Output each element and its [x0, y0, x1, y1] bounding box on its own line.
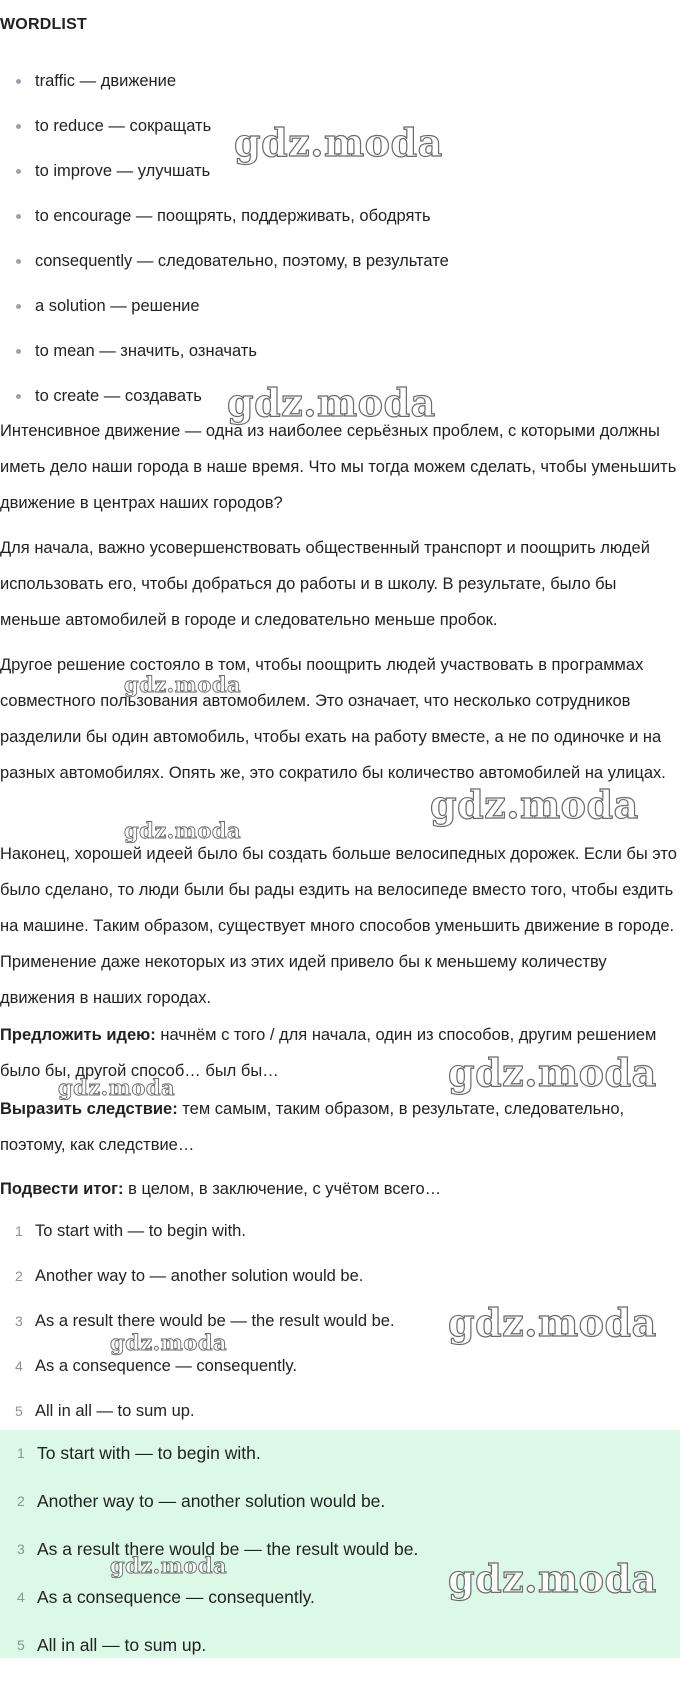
- wordlist-entry: to create — создавать: [35, 387, 202, 405]
- paragraph-car-sharing: Другое решение состояло в том, чтобы поощрить людей участвовать в программах совместного пользования автомобилем. Это означает, что несколько сотрудников разделили бы один автомобиль, чтобы ехать на работу вместе, а не по одиночке и на разных автомобилях. Опять же, это сократило бы количество автомобилей на улицах.: [0, 656, 666, 782]
- watermark-logo: gdz.moda: [448, 1300, 657, 1345]
- paragraph-intro: Интенсивное движение — одна из наиболее серьёзных проблем, с которыми должны иметь дело наши города в наше время. Что мы тогда можем сделать, чтобы уменьшить движение в центрах наших городов?: [0, 422, 677, 512]
- item-number: 3: [15, 1313, 23, 1329]
- item-text: As a result there would be — the result would be.: [37, 1539, 419, 1559]
- list-item: [0, 1303, 680, 1348]
- item-text: All in all — to sum up.: [37, 1635, 207, 1655]
- bullet-icon: [16, 304, 21, 309]
- item-text: As a consequence — consequently.: [37, 1587, 315, 1607]
- list-item: [0, 1486, 680, 1534]
- paragraph-cycle-lanes: Наконец, хорошей идеей было бы создать больше велосипедных дорожек. Если бы это было сделано, то люди были бы рады ездить на велосипеде вместо того, чтобы ездить на машине. Таким образом, существует много способов уменьшить движение в городе. Применение даже некоторых из этих идей привело бы к меньшему количеству движения в наших городах.: [0, 845, 677, 1007]
- item-text: Another way to — another solution would be.: [37, 1491, 386, 1511]
- phrase-consequence-text: тем самым, таким образом, в результате, следовательно, поэтому, как следствие…: [0, 1100, 625, 1154]
- item-text: As a result there would be — the result would be.: [35, 1312, 395, 1330]
- bullet-icon: [16, 79, 21, 84]
- list-item: [0, 332, 680, 377]
- bullet-icon: [16, 124, 21, 129]
- wordlist-entry: to encourage — поощрять, поддерживать, ободрять: [35, 207, 431, 225]
- item-number: 5: [15, 1403, 23, 1419]
- item-number: 2: [15, 1268, 23, 1284]
- bullet-icon: [16, 214, 21, 219]
- list-item: [0, 1534, 680, 1582]
- item-number: 3: [17, 1541, 25, 1557]
- wordlist-entry: to mean — значить, означать: [35, 342, 257, 360]
- bullet-icon: [16, 169, 21, 174]
- watermark-logo: gdz.moda: [448, 1556, 657, 1601]
- watermark-logo: gdz.moda: [448, 1050, 657, 1095]
- phrase-idea-text: начнём с того / для начала, один из способов, другим решением было бы, другой способ… был бы…: [0, 1026, 657, 1080]
- numbered-list: [0, 1213, 680, 1438]
- list-item: [0, 107, 680, 152]
- item-number: 4: [15, 1358, 23, 1374]
- wordlist-entry: to improve — улучшать: [35, 162, 211, 180]
- phrase-consequence-label: Выразить следствие:: [0, 1100, 178, 1118]
- wordlist-entry: to reduce — сокращать: [35, 117, 212, 135]
- watermark-logo: gdz.moda: [234, 120, 443, 165]
- phrase-idea-label: Предложить идею:: [0, 1026, 156, 1044]
- list-item: [0, 152, 680, 197]
- phrase-idea: [0, 1017, 678, 1089]
- item-text: To start with — to begin with.: [35, 1222, 246, 1240]
- bullet-icon: [16, 394, 21, 399]
- item-number: 4: [17, 1589, 25, 1605]
- watermark-logo: gdz.moda: [110, 1330, 228, 1355]
- item-text: All in all — to sum up.: [35, 1402, 195, 1420]
- phrase-consequence: [0, 1091, 678, 1163]
- phrase-summary-label: Подвести итог:: [0, 1180, 124, 1198]
- wordlist: [0, 62, 680, 422]
- item-text: Another way to — another solution would be.: [35, 1267, 364, 1285]
- item-number: 1: [17, 1445, 25, 1461]
- answer-list: [0, 1438, 680, 1678]
- watermark-logo: gdz.moda: [430, 782, 639, 827]
- item-text: As a consequence — consequently.: [35, 1357, 298, 1375]
- list-item: [0, 1630, 680, 1678]
- list-item: [0, 287, 680, 332]
- watermark-logo: gdz.moda: [124, 672, 242, 697]
- watermark-logo: gdz.moda: [110, 1553, 228, 1578]
- wordlist-entry: a solution — решение: [35, 297, 200, 315]
- bullet-icon: [16, 349, 21, 354]
- phrase-summary-text: в целом, в заключение, с учётом всего…: [123, 1180, 442, 1198]
- item-number: 1: [15, 1223, 23, 1239]
- list-item: [0, 1213, 680, 1258]
- list-item: [0, 62, 680, 107]
- wordlist-heading: WORDLIST: [0, 16, 87, 33]
- list-item: [0, 1348, 680, 1393]
- item-number: 2: [17, 1493, 25, 1509]
- bullet-icon: [16, 259, 21, 264]
- list-item: [0, 1438, 680, 1486]
- watermark-logo: gdz.moda: [124, 818, 242, 843]
- item-text: To start with — to begin with.: [37, 1443, 261, 1463]
- wordlist-entry: traffic — движение: [35, 72, 177, 90]
- watermark-logo: gdz.moda: [227, 380, 436, 425]
- wordlist-entry: consequently — следовательно, поэтому, в результате: [35, 252, 449, 270]
- phrase-summary: [0, 1171, 678, 1207]
- watermark-logo: gdz.moda: [58, 1075, 176, 1100]
- item-number: 5: [17, 1637, 25, 1653]
- list-item: [0, 242, 680, 287]
- paragraph-public-transport: Для начала, важно усовершенствовать общественный транспорт и поощрить людей использовать его, чтобы добраться до работы и в школу. В результате, было бы меньше автомобилей в городе и следовательно меньше пробок.: [0, 539, 650, 629]
- list-item: [0, 197, 680, 242]
- answer-box: [0, 1430, 680, 1658]
- list-item: [0, 1258, 680, 1303]
- list-item: [0, 1582, 680, 1630]
